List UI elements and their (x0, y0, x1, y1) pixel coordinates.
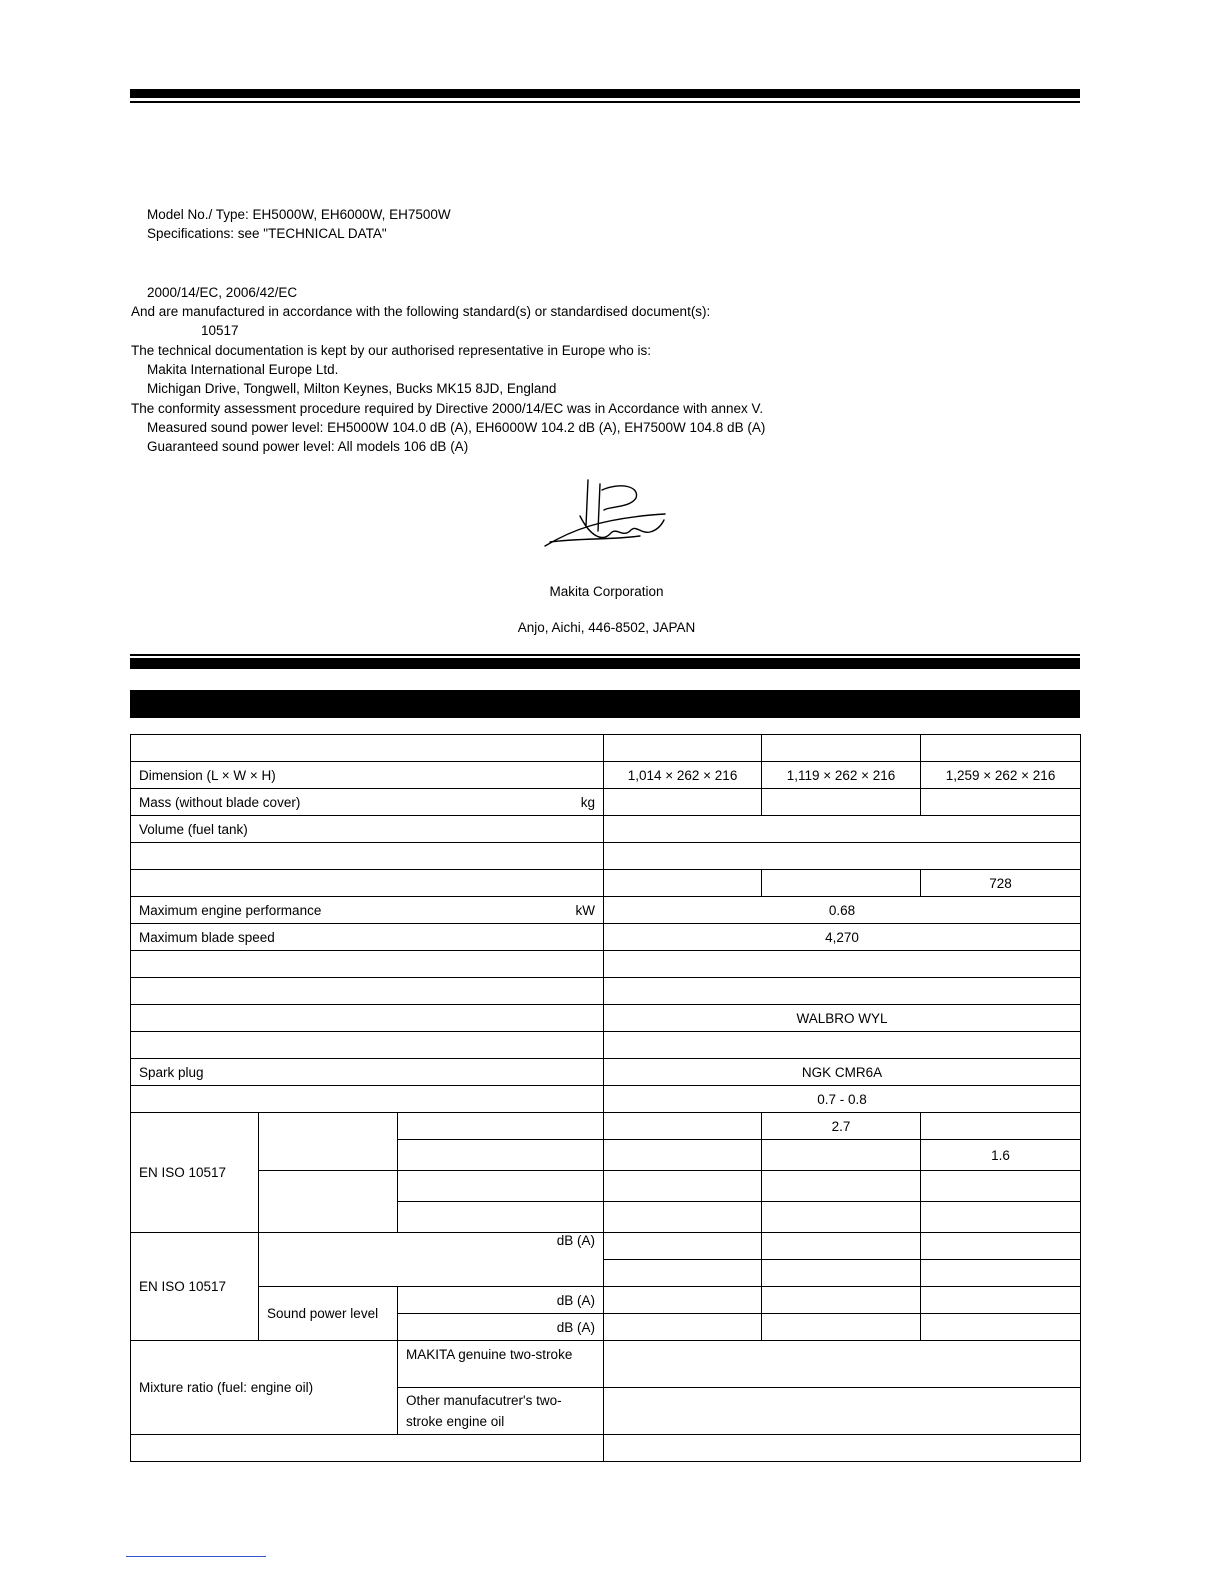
table-row (131, 924, 1081, 951)
makita-oil-label: MAKITA genuine two-stroke (398, 1341, 604, 1388)
company-name: Makita Corporation (549, 584, 664, 599)
sound-power-label: Sound power level (259, 1287, 398, 1341)
vibration-value: 2.7 (762, 1113, 921, 1140)
other-oil-label: Other manufacutrer's two-stroke engine oil (398, 1388, 604, 1435)
signature (540, 476, 670, 551)
directives-line: 2000/14/EC, 2006/42/EC (147, 285, 298, 300)
top-rule-thin (130, 101, 1080, 103)
model-line: Model No./ Type: EH5000W, EH6000W, EH7500W (147, 207, 451, 222)
table-row (131, 1171, 1081, 1202)
mid-rule-thin (130, 654, 1080, 656)
dimension-label: Dimension (L × W × H) (131, 762, 604, 789)
rep-address: Michigan Drive, Tongwell, Milton Keynes, Bucks MK15 8JD, England (147, 381, 557, 396)
db-unit: dB (A) (398, 1287, 604, 1314)
top-rule (130, 89, 1080, 98)
spec-line: Specifications: see "TECHNICAL DATA" (147, 226, 387, 241)
table-row (131, 816, 1081, 843)
table-row (131, 1086, 1081, 1113)
engine-label: Maximum engine performance (139, 902, 322, 918)
dimension-value: 1,259 × 262 × 216 (921, 762, 1081, 789)
table-row (131, 897, 1081, 924)
spark-value: NGK CMR6A (604, 1059, 1081, 1086)
table-header-row (131, 735, 1081, 762)
table-row (131, 951, 1081, 978)
table-row (131, 870, 1081, 897)
table-row (131, 1435, 1081, 1462)
table-row (131, 1032, 1081, 1059)
vibration-value: 1.6 (921, 1140, 1081, 1171)
carburetor-value: WALBRO WYL (604, 1005, 1081, 1032)
table-row (131, 1287, 1081, 1314)
row5-value: 728 (921, 870, 1081, 897)
vibration-standard: EN ISO 10517 (131, 1113, 259, 1233)
dimension-value: 1,014 × 262 × 216 (604, 762, 762, 789)
table-row (131, 1113, 1081, 1140)
section-header-bar (130, 690, 1080, 718)
standard-line: 10517 (201, 323, 239, 338)
technical-data-table (130, 734, 1081, 1462)
table-row (131, 1341, 1081, 1388)
blade-label: Maximum blade speed (131, 924, 604, 951)
rep-name: Makita International Europe Ltd. (147, 362, 339, 377)
manufactured-line: And are manufactured in accordance with the following standard(s) or standardised document(s): (131, 304, 711, 319)
spark-label: Spark plug (131, 1059, 604, 1086)
mass-label: Mass (without blade cover) (139, 794, 301, 810)
volume-label: Volume (fuel tank) (131, 816, 604, 843)
table-row (131, 1059, 1081, 1086)
table-row (131, 789, 1081, 816)
mid-rule (130, 658, 1080, 669)
mass-unit: kg (580, 794, 596, 810)
dimension-value: 1,119 × 262 × 216 (762, 762, 921, 789)
table-row (131, 1005, 1081, 1032)
table-row (131, 762, 1081, 789)
table-row (131, 978, 1081, 1005)
company-address: Anjo, Aichi, 446-8502, JAPAN (517, 620, 696, 635)
measured-line: Measured sound power level: EH5000W 104.0 dB (A), EH6000W 104.2 dB (A), EH7500W 104.8 dB (A) (147, 420, 766, 435)
db-unit: dB (A) (556, 1233, 596, 1248)
engine-value: 0.68 (604, 897, 1081, 924)
table-row (131, 1233, 1081, 1260)
blade-value: 4,270 (604, 924, 1081, 951)
bottom-link-underline (126, 1556, 266, 1557)
mixture-label: Mixture ratio (fuel: engine oil) (131, 1341, 398, 1435)
engine-unit: kW (575, 902, 596, 918)
conformity-line: The conformity assessment procedure required by Directive 2000/14/EC was in Accordance with annex V. (131, 401, 764, 416)
table-row (131, 843, 1081, 870)
tech-doc-line: The technical documentation is kept by our authorised representative in Europe who is: (131, 343, 652, 358)
guaranteed-line: Guaranteed sound power level: All models 106 dB (A) (147, 439, 469, 454)
gap-value: 0.7 - 0.8 (604, 1086, 1081, 1113)
noise-standard: EN ISO 10517 (131, 1233, 259, 1341)
db-unit: dB (A) (398, 1314, 604, 1341)
